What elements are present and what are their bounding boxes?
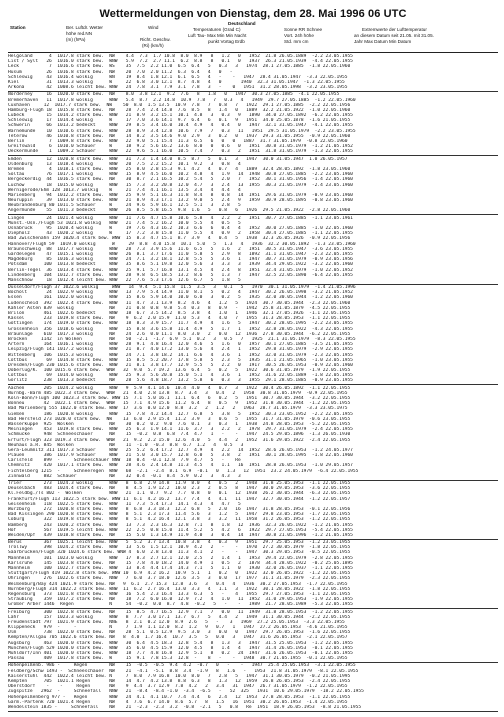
- table-row: Kassel 233 1019.8 stark bew. NW 9 6.2 2.0 15.9 11.0 5.3 4 4.0 7 1955 31.3 28.05.1953 -1.1 22.05.1955: [8, 316, 351, 322]
- table-row: Neuruppin 39 1013.0 stark bew. WNW 21 8.9 4.3 17.1 13.2 9.0 5 2.4 9 1959 30.9 28.05.1895 -0.8 23.05.1960: [8, 198, 353, 204]
- table-row: Bad Kissingen 290 1020.8 stark bew. WNW 8 5.1 2.3 17.3 11.4 5.6 3 1.2 5 1947 29.8 23.05.1953 -1.7 22.05.1955: [8, 512, 351, 518]
- table-row: Berus 367 1025.1 leicht bew. NNW 5 5.2 3.7 13.4 10.8 3.8 4 0.3 9 1951 29.7 25.05.1953 -1.2 23.05.1955: [8, 540, 351, 546]
- table-row: Bamberg 243 1020.2 stark bew. WNW 13 7.3 2.3 16.3 12.8 7.1 8 1.8 12 1936 32.3 26.05.1922 -1.2 21.05.1955: [8, 522, 353, 528]
- station-table: [8, 54, 498, 712]
- table-row: Oldenburg 13 1018.4 wolkig WNW 20 7.5 2.2 15.2 10.1 9.2 3 0.8 4: [8, 161, 241, 167]
- table-row: Marienberg 94 1012.2 stark bew. WNW 25 9.9 5.1 16.3 11.8 8.4 8 0.8 14 1951 29.6 31.05.1979 -0.9 23.05.1960: [8, 192, 353, 198]
- table-row: Cuxhaven 12 1017.7 stark bew. NW 50 8.0 1.5 13.5 10.9 7.8 7 0.8 7 1922 29.1 27.05.1885 -2.2 22.05.1956: [8, 102, 351, 108]
- table-header: [8, 23, 498, 53]
- station-group: [8, 216, 498, 285]
- table-row: Schmücke 948 Schneeschauer NW 15 -0.2 0.8 6.8 7.4 4.7 1 - - 1947 24.5 29.05.1896 -1.3 26.05.1930: [8, 432, 351, 438]
- header-temp: Temperaturen (Grad C): [193, 27, 241, 32]
- table-row: Gardelegen 47 1015.1 wolkig WNW 26 8.1 3.7 17.6 11.0 5.8 5 2.9 8 1892 31.1 31.05.1947 -2.3 22.05.1955: [8, 251, 353, 257]
- table-row: Passau 409 1017.8 stark bew. W 15 9.1 7.8 15.3 12.8 - 8 - - 1948 30.7 21.05.1955 -0.1 22.05.1955: [8, 656, 348, 662]
- table-row: Öhringen 276 1022.6 stark bew. NNW 7 6.0 3.7 18.0 12.6 3.5 3 0.0 17 1977 31.1 31.05.1979 -2.3 22.05.1955: [8, 576, 351, 582]
- table-row: Kiel 31 1013.3 wolkig W 22 6.8 3.0 12.1 8.7 4.8 4 0 1940 32.3 31.05.1947 -1.3 22.05.1955: [8, 79, 345, 85]
- header-sonne-sub: Vort. 24h höhe: [284, 33, 314, 38]
- table-row: Saarbrücken/Flugh 320 1024.6 stark bew. WNW 4 6.0 2.8 13.0 11.3 4.1 2 - - 1947 30.3 29.05.1953 -0.5 22.05.1955: [8, 550, 351, 556]
- table-row: Stuttgart/Flugh 419 1022.8 stark bew. WNW 10 6.9 4.2 16.2 10.9 5.1 1 0.2 0 1922 32.0 26.05.1922 -1.2 22.05.1955: [8, 571, 351, 577]
- table-row: Arkona 42 1008.6 leicht bew. WNW 24 7.8 3.1 7.9 3.1 7.8 3 - 0 1951 31.2 28.05.1998 -3.2 23.05.1955: [8, 85, 348, 91]
- table-row: Hannover/Flugh 59 1019.0 wolkig W 29 8.8 4.0 15.8 10.1 5.0 5 1.3 4 1936 32.2 30.05.1892 -1.3 23.05.1960: [8, 241, 356, 247]
- table-row: Großer Arber 1446 Regen N 54 -0.2 0.0 8.7 4.8 -0.2 5 - - 1989 21.7 28.05.1989 -5.3 22.05.1955: [8, 602, 353, 608]
- table-row: Emden 12 1020.8 stark bew. WNW 31 7.3 1.4 14.0 8.5 8.7 5 0.1 3 1947 30.0 31.05.1947 1.0 26.05.1957: [8, 156, 348, 162]
- table-row: Bad Hersfeld 273 1020.0 stark bew. NW 13 6.0 2.9 15.4 11.2 3.9 3 0.6 5 1955 31.7 31.05.1979 -0.6 23.05.1955: [8, 416, 351, 422]
- table-row: Braunschweig 88 1017.7 wolkig WNW 28 7.3 3.9 15.6 11.6 6.5 5 1.6 2 1951 30.5 31.05.1947 -3.6 23.05.1955: [8, 246, 353, 252]
- table-row: Freudenstadt 797 1021.9 stark bew. NNE 8 2.1 0.2 12.0 8.9 2.6 5 - 3 1969 27.2 25.05.1953 -3.3 22.05.1955: [8, 619, 345, 625]
- table-row: Mannheim 100 1022.7 stark bew. WNW 13 8.4 4.4 17.4 14.3 7.1 5 1.1 0 1930 32.0 26.05.1937 -1.1 22.05.1955: [8, 566, 353, 571]
- table-row: Lindenberg 104 1012.7 stark bew. WNW 28 9.8 6.5 18.5 13.2 8.6 5 1.3 7 1947 32.5 22.05.1890 -6.4 22.05.1955: [8, 272, 353, 278]
- table-row: Ueckermünde 1 1009.2 Schauer WNW 22 9.6 5.1 16.0 10.5 7.4 7 0.3 2 1951 31.8 31.05.1979 -1.3 22.05.1955: [8, 149, 353, 155]
- table-row: Leipzig/Flugh 141 1017.2 wolkig WNW 21 8.7 4.0 17.2 13.0 5.6 4 2.4 1 1952 29.8 31.05.1979 -2.9 22.05.1955: [8, 347, 353, 353]
- table-row: Braunlage 610 1017.3 wolkig NW 24 2.6 0.0 11.1 8.0 3.0 2 0.0 12 1936 27.8 30.05.1944 -6.2 22.05.1955: [8, 331, 351, 337]
- table-row: Oberstdorf - - Regen NW 9 4.4 3.7 12.9 7.8 4.2 2 3.4 31 1947 26.7 31.05.1979 -1.2 22.05.1955: [8, 684, 348, 690]
- table-row: Soltau 76 1017.1 wolkig WNW 15 8.9 4.5 16.0 10.2 4.8 4 1.9 14 1948 30.8 27.05.1885 -2.2 23.05.1960: [8, 172, 353, 178]
- table-row: Teterow 46 1010.8 stark bew. NW 14 8.2 3.5 14.6 9.0 2.9 3 0.2 0 1937 29.3 31.05.1955 -0.9 22.05.1960: [8, 133, 351, 139]
- table-row: Lüchow 18 1015.0 wolkig WNW 15 7.3 3.2 20.8 12.0 4.7 3 2.4 13 1955 30.3 21.05.1979 -2.4 23.05.1960: [8, 182, 353, 188]
- table-row: Trier 273 1024.3 wolkig WNW 8 6.8 2.9 14.8 11.9 8.0 4 0.5 2 1948 31.8 25.05.1953 -1.1 22.05.1955: [8, 481, 351, 486]
- table-row: Weißenburg/Bay 424 1021.9 stark bew. NW 9 6.1 2.7 15.3 12.8 3.6 3 0.4 4 1936 30.2 27.05.1953 -1.7 22.05.1955: [8, 581, 348, 587]
- station-group: [8, 386, 498, 481]
- table-row: Cottbus 69 1014.0 wolkig WNW 25 9.3 5.6 20.8 15.0 5.1 4 3.6 1 1952 31.6 22.05.1889 -1.8 22.05.1955: [8, 373, 353, 379]
- table-row: Kaiserstuhl 442 1022.4 leicht bew. N 7 8.0 7.9 16.8 10.0 8.0 7 2.8 5 1947 31.1 30.05.1979 -0.2 21.05.1995: [8, 673, 351, 679]
- table-row: Lüdenscheid 392 1022.4 stark bew. WNW 11 4.7 3.1 13.9 8.2 4.6 4 1.2 5 1924 30.7 30.05.1944 -2.3 22.05.1960: [8, 300, 351, 306]
- table-row: Schleswig 43 1016.4 wolkig WN 19 8.4 1.8 12.1 6.1 6.5 4 - - 1947 28.4 31.05.1947 -3.3 22.05.1955: [8, 74, 348, 80]
- table-row: Feldberg/Schw 1493 - Schneeschauer NW 21 -4.1 -5.1 8.8 3.4 -1.9 8 1.6 - 1953 21.8 31.05.1979 -8.1 22.05.1955: [8, 668, 359, 674]
- table-row: Fichtelberg 1215 - Schneeregen WNW 68 -2.1 -2.4 8.1 6.9 -0.1 0 1.3 12 1951 23.2 24.05.1979 -6.4 22.05.1955: [8, 468, 359, 474]
- table-row: Neubrandenburg 80 1011.5 Schauer W 24 9.6 5.9 16.1 12.5 5.1 3 2.8 5: [8, 203, 241, 209]
- table-row: Augsburg 463 1020.0 stark bew. WNW 30 6.4 4.5 18.3 12.8 5.4 8 1.3 3 1947 31.5 25.05.1953 -1.2 22.05.1955: [8, 640, 353, 646]
- station-group: [8, 663, 498, 711]
- header-sonne-sub2: Std. mm cm: [284, 39, 309, 44]
- table-row: Manschnow 18 1012.4 leicht bew. WNW 22 7.6 5.3 17.6 12.6 6.7 5 1.8 5: [8, 277, 241, 283]
- table-row: Grossenhein 356 1018.6 wolkig WNW 15 8.8 3.6 15.8 11.4 4.9 5 1.7 1 1952 32.8 28.05.1922 -4.3 22.05.1955: [8, 326, 353, 332]
- header-sonne: Sonne RR Schnee: [284, 27, 323, 32]
- table-row: Zinnwald 882 Schauer NW 32 0.4 -0.1 8.4 5.9 0.2 3 4.3 3: [8, 473, 241, 479]
- table-row: Lübeck 15 1014.2 stark bew. WNW 21 8.9 3.2 15.1 10.1 4.8 3 0.3 9 1890 34.0 27.05.1892 -6.2 22.05.1955: [8, 113, 353, 119]
- table-row: Geisenheim 118 1022.5 stark bew. WNW 11 7.3 5.4 17.3 14.1 4.3 4 4.7 5: [8, 501, 241, 507]
- table-row: Hof 567 1019.5 leicht bew. WNW 22 2.5 0.8 15.0 11.4 5.2 5 4.2 6 1922 29.7 27.05.1953 -5.4 22.05.1955: [8, 527, 353, 533]
- header-height: höhe red.NN: [66, 31, 93, 36]
- table-row: Garm.-Partenk 720 1021.4 Regen NW 4 7.6 6.7 14.0 8.6 5.7 8 1.5 16 1951 30.2 26.05.1953 -1.4 22.05.1955: [8, 699, 348, 705]
- table-row: Zugspitze 2962 - Schneefall NNW 21 -8.4 -8.4 -1.0 -3.4 -6.5 - 52 325 1931 10.6 29.05.1979 -18.2 22.05.1955: [8, 689, 364, 695]
- table-row: Greifswald 6 1010.0 Schauer W 18 9.2 5.6 16.2 13.6 8.0 0 0.6 0 1951 30.8 31.05.1979 -1.2 21.05.1952: [8, 144, 353, 150]
- table-row: Münst.-Osn./Flugh 53 1021.8 wolkig WNW 21 7.4 5.2 16.2 10.0 5.5 4 0.5 5: [8, 220, 241, 226]
- table-row: Bonneu 42 1022.1 stark bew. WNW 15 7.1 4.9 15.6 11.2 6.4 8 0.5 9 1952 31.8 30.05.1944 -1.2 22.05.1955: [8, 401, 351, 407]
- table-row: Meiningen 453 1019.8 stark bew. WNW 25 6.3 1.9 14.1 11.6 3.7 3 2.2 2 1978 29.7 31.05.1979 -2.4 22.05.1955: [8, 427, 353, 433]
- table-row: Weiden/Opf 439 1018.8 stark bew. NW 15 5.0 1.3 14.9 11.9 4.0 3 0.4 14 1947 30.8 21.05.1996 -1.2 21.05.1955: [8, 532, 353, 538]
- station-group: [8, 481, 498, 540]
- table-row: Angermünde 55 1011.3 bedeckt WNW 26 8.5 5.8 16.5 9.8 1.6 5 0.8 6 1926 29.5 21.05.1922 -2.8 22.05.1960: [8, 208, 351, 214]
- table-row: Magdeburg 85 1016.3 wolkig WNW 24 7.1 3.2 18.1 12.8 5.5 5 3.6 1 1947 30.7 31.05.1979 -0.9 23.05.1956: [8, 257, 353, 263]
- header-extremes: Extremwerte der Lufttemperatur: [362, 27, 427, 32]
- table-row: Lahr 157 1023.3 wolkig WNW 8 7.7 3.0 17.1 13.7 6.7 5 4.4 2 1949 31.1 30.05.1944 -2.2 22.05.1955: [8, 614, 351, 620]
- station-group: [8, 54, 498, 92]
- table-row: Kempten 705 1021.1 Regen NW 14 4.7 4.2 13.8 8.8 6.3 8 1.3 12 1959 26.8 26.05.1953 -2.4 22.05.1955: [8, 678, 351, 684]
- table-row: Schwerin 66 1013.2 bedeckt WNW 29 8.5 3.4 16.0 10.4 4.9 4 0.4 0 1947 32.1 31.05.1947 -4.1 22.05.1955: [8, 123, 353, 129]
- header-extremes-sub2: Jahr Max Datum Min Datum: [354, 39, 412, 44]
- table-row: Düsseldorf/Flugh 37 1022.6 wolkig WNW 14 9.4 5.1 15.8 11.5 3.5 3 0.1 5 1970 30.1 31.05.1979 -1.4 21.05.1996: [8, 285, 356, 291]
- table-row: Wittenberg 106 1015.3 wolkig WNW 24 7.1 3.8 18.2 14.1 6.6 4 3.6 1 1952 32.0 31.05.1979 -2.3 22.05.1955: [8, 352, 353, 358]
- table-row: Freiburg 300 1022.8 stark bew. NW 15 8.5 4.7 16.5 12.9 7.1 7 0.0 11 1949 31.8 28.05.1953 -1.2 22.05.1955: [8, 609, 353, 615]
- table-row: Brocken 1142 in Wolken NW 50 -2.1 -1.7 6.9 5.1 0.2 3 0.5 7 1925 21.1 31.05.1979 -8.3 22.05.1955: [8, 336, 356, 342]
- table-row: Husum 26 1016.8 stark bew. NW 20 7.0 2.0 11.2 6.3 6.4 4 0 -: [8, 69, 233, 75]
- table-row: Trollwy 398 1024.2 stark bew. WNW 13 5.6 1.5 12.1 10.9 4.2 2 - - 1970 27.2 30.05.1979 -1.8 22.05.1955: [8, 545, 351, 551]
- header-station: Station: [10, 25, 26, 30]
- table-row: Hamburg-Flugh 18 1015.8 stark bew. NW 28 7.4 2.4 14.8 7.6 8.5 8 1.4 0 1889 32.2 21.05.1922 -1.0 22.05.1960: [8, 107, 351, 113]
- table-row: Mühldorf/Inn 401 1020.0 stark bew. WNW 18 7.7 4.8 16.8 12.9 5.1 8 0.2 24 1947 31.6 26.05.1953 -0.1 22.05.1955: [8, 651, 353, 656]
- table-row: Erfurt/Flugh 323 1019.3 stark bew. WNW 21 9.2 2.2 15.0 12.6 4.0 5 4.4 2 1952 31.6 29.05.1922 -2.4 22.05.1955: [8, 437, 351, 443]
- header-units: (m) (hPa): [66, 37, 86, 42]
- table-row: Nürnbg.-Barm 485 1022.3 stark bew. WNW 21 4.0 2.8 13.8 8.7 3.4 3 0.4 2 1958 30.8 31.05.1979 -0.9 22.05.1955: [8, 390, 348, 396]
- table-row: Carlsfeld 899 - Schneeschauer NNW 18 0.4 -0.1 12.8 7.9 4.7 5 - Re: [8, 458, 241, 464]
- table-row: Hohenpeißenberg 977 - Regen WNW 24 4.1 4.1 10.7 7.4 4.4 6 2.4 12 1953 27.8 28.05.1953 -1.1 22.05.1955: [8, 694, 351, 700]
- table-row: Plauen 386 1017.9 Schauer WNW 21 5.0 3.0 15.7 12.8 6.0 5 3.8 2 1951 30.1 28.05.1995 -1.8 22.05.1960: [8, 453, 353, 459]
- table-row: Artern 164 1016.1 wolkig WNW 28 9.1 4.8 16.4 12.0 4.6 5 1.6 0 1957 30.1 27.05.1885 -3.5 21.05.1955: [8, 342, 353, 348]
- table-row: Deuselbach 483 1024.4 stark bew. NW 8 4.5 1.9 12.2 10.0 2.3 2 0.5 8 1947 30.0 29.05.1953 -3.6 22.05.1955: [8, 486, 351, 492]
- table-row: Gießen 186 1020.8 wolkig WNW 15 7.8 4.2 14.4 12.7 6.8 5 3.8 5 1952 30.3 23.05.1952 -2.2 22.05.1955: [8, 411, 353, 417]
- table-row: Wendelstein 1835 - Schneefall NW 21 -2.3 -2.3 3.2 -0.8 -2.1 5 0.8 Re 1951 18.9 26.05.1953 -8.8 21.05.1955: [8, 704, 362, 710]
- table-row: Neuhaus a.R. 845 Wolken NW 11 -1.0 -0.3 8.8 6.7 1.2 4 0.5 3: [8, 442, 244, 448]
- station-group: [8, 157, 498, 216]
- table-row: Warnemünde 10 1010.6 stark bew. WNW 28 8.9 3.4 12.8 10.6 7.9 7 0.3 11 1951 29.5 31.05.1979 -2.2 23.05.1955: [8, 128, 356, 134]
- table-row: Dresden/Flugh 230 1015.6 stark bew. WNW 21 8.1 3.8 17.7 12.9 5.5 5 2.2 0 1917 30.5 26.05.1953 -0.9 22.05.1960: [8, 362, 353, 368]
- table-row: Bad Zwischenahn 159 1020.4 stark bew. WNW 15 8.3 4.7 15.1 8.7 3.9 4 0.4 5 1938 32.3 26.05.1926 -0.9 22.05.1956: [8, 236, 351, 242]
- header-deutschland: Deutschland: [228, 21, 256, 26]
- header-temp-sub2: punkt Vortag Erdb: [208, 39, 245, 44]
- table-row: Osnabrück 95 1020.4 wolkig W 19 7.6 4.3 16.2 10.3 6.6 6 0.4 4 1952 30.0 27.05.1885 -1.0 22.05.1960: [8, 226, 353, 231]
- station-group: [8, 610, 498, 663]
- table-row: Kahler Asten 839 wolkig NW 21 0.8 0.8 9.8 5.4 0.3 8 0.9 - 1942 25.8 31.05.1879 -4.5 22.05.1955: [8, 305, 351, 311]
- table-row: Bergeckerdig 44 1016.5 stark bew. NW 30 8.7 2.1 16.5 10.2 5.4 5 2.0 7 1952 30.1 31.05.1956 -1.4 22.05.1960: [8, 177, 353, 183]
- table-row: Kl.Feldbg./Ts 802 - Wolken WNW 21 1.1 0.7 9.2 7.7 0.8 0 0.1 12 1938 26.2 30.05.1944 -6.3 22.05.1955: [8, 491, 351, 497]
- table-row: Bocholt 24 1022.9 wolkig WNW 13 7.9 5.4 14.9 11.0 8.1 5 0.2 4 1947 30.2 26.05.1998 -3.2 21.05.1952: [8, 290, 353, 296]
- table-row: List / Sylt 26 1016.0 stark bew. WNW 5.9 7.2 2.7 11.1 6.2 8.8 8 0.1 0 1937 26.3 21.05.1939 -4.4 22.05.1955: [8, 59, 353, 65]
- table-row: Brilon 461 1022.6 bedeckt WNW 18 6.7 3.5 14.2 8.5 3.8 4 1.0 1 1946 32.1 27.05.1926 -1.1 22.05.1955: [8, 311, 351, 316]
- table-row: Essen 161 1022.0 wolkig WNW 15 8.6 5.9 14.0 10.0 6.0 3 0.2 5 1935 32.0 30.05.1944 -1.2 22.05.1960: [8, 295, 353, 301]
- table-row: Cottbus 69 1014.8 stark bew. WNW 15 8.5 5.2 20.7 17.8 5.8 5 2.3 5 1935 31.1 21.05.1965 -1.0 23.05.1955: [8, 357, 353, 363]
- table-row: Bremen 4 1018.1 stark bew. WNW 25 8.0 2.8 15.3 9.1 4.2 4 0.7 4 1889 32.4 28.05.1892 -1.8 23.05.1960: [8, 166, 351, 172]
- table-row: Kempten/Allgäu 705 1022.6 stark bew. NW 8 4.0 1.7 16.4 10.7 3.5 5 0.0 3 1947 31.6 26.05.1953 -2.1 22.05.1957: [8, 635, 348, 641]
- station-group: [8, 92, 498, 156]
- table-row: Schleswig 17 1014.4 wolkig W 17 7.0 3.6 14.1 9.7 6.4 6 0.1 9 1951 34.0 25.05.1878 -1.6 21.05.1955: [8, 118, 351, 124]
- table-row: Klippeneck 979 - - N 7 1.9 1.1 12.0 8.2 1.2 9 0.7 1 1947 27.2 26.05.1953 -4.6 21.05.1955: [8, 625, 348, 631]
- table-row: Köln-Bonn/Flugh 100 1023.3 stark bew. WNW 15 7.1 5.0 16.1 11.1 6.4 6 0.2 5 1951 30.7 30.05.1944 -3.2 22.05.1955: [8, 396, 351, 401]
- table-row: Doberlug/K. 100 1015.6 stark bew. WNW 32 9.0 5.7 19.2 13.6 6.4 5 0.2 5 1922 30.6 31.05.1979 -1.9 22.05.1955: [8, 368, 351, 374]
- table-row: Regensburg 373 1021.8 stark bew. WNW 16 5.4 2.3 16.4 13.3 6.3 5 - 4 1955 29.7 27.05.1953 -1.1 22.05.1955: [8, 591, 351, 597]
- table-row: Berlin 7 1009.8 stark bew. WNW 22 9.0 5.1 15.4 11.3 6.5 6 0 0 1887 31.7 31.05.1979 -0.8 22.05.1960: [8, 139, 348, 144]
- table-row: Helgoland 4 1017.8 stark bew. NW 4.4 7.3 1.7 10.8 8.0 8.9 8 1.2 0 1952 21.8 26.05.1889 -2.2 23.05.1955: [8, 54, 353, 59]
- page-title: Wettermeldungen von Dienstag, dem 28. Mai 1996 06 UTC: [99, 8, 407, 20]
- table-row: Norderney 16 1020.0 stark bew. NW 8.0 3.8 12.1 9.2 7.6 8 1.8 0 1947 30.3 27.05.1885 -4.1 22.05.1955: [8, 92, 340, 98]
- table-row: Coburg 322 1019.8 stark bew. WNW 8 5.1 4.2 16.4 12.1 3.8 3 3.2 11 1958 31.2 26.05.1953 -1.2 22.05.1955: [8, 517, 351, 523]
- table-row: Straubing 359 1017.2 stark bew. NW 18 7.2 6.0 16.0 12.9 7.2 4 1.0 11 1952 31.0 29.05.1953 -1.9 22.05.1955: [8, 597, 353, 603]
- table-row: Potsdam 100 1013.8 bedeckt WNW 35 8.6 5.1 19.8 12.0 5.6 3 3.3 3 1939 34.4 29.05.1922 -3.2 22.05.1960: [8, 262, 353, 268]
- table-row: Wasserkuppe 925 Wolken NW 30 0.2 0.2 9.0 7.6 0.1 3 0.3 1 1938 24.8 28.05.1953 -5.2 22.05.1955: [8, 421, 351, 427]
- table-row: Diepholz 43 1020.2 wolkig W 17 7.2 3.8 15.8 11.0 5.5 4 0.9 2 1958 30.4 27.05.1885 -1.1 22.05.1955: [8, 231, 353, 237]
- table-row: Bad Marienberg 555 1022.0 stark bew. WNW 17 3.6 0.0 12.0 8.8 3.2 2 1.2 2 1963 28.7 31.05.1979 -3.3 23.05.1975: [8, 406, 348, 412]
- table-row: Görlitz 238 1013.3 bedeckt NW 28 5.6 4.8 18.7 13.2 5.8 6 0.3 3 1955 29.1 28.05.1885 -0.9 23.05.1955: [8, 378, 353, 384]
- table-row: Mannheim 101 1023.0 wolkig WNW 17 8.3 2.7 12.1 12.0 2.5 2 1.4 1 1953 29.4 22.05.1979 -2.8 22.05.1955: [8, 555, 353, 561]
- table-row: Bremerhaven 11 1017.8 wolkig WNW 5.4 8.7 2.2 14.8 10.9 7.8 7 0.3 4 1949 29.7 27.05.1885 -1.2 22.05.1960: [8, 97, 356, 103]
- header-wind-units2: (Ri) (km/h): [142, 43, 164, 48]
- station-group: [8, 540, 498, 609]
- station-group: [8, 285, 498, 385]
- table-row: Gera-Leumnitz 311 1017.3 Schauer WNW 25 5.2 6.4 17.2 12.7 4.9 4 2.2 14 1952 28.6 26.05.1953 -1.2 24.05.1977: [8, 447, 353, 453]
- header-wind: Wind: [148, 25, 159, 30]
- table-row: Frankfurt/Flugh 113 1022.5 stark bew. WNW 11 6.1 4.2 16.2 13.7 7.4 4 4.1 11 1947 32.7 30.05.1944 -1.2 22.05.1957: [8, 496, 351, 502]
- table-row: Aachen 205 1024.2 wolkig WNW 9 5.9 4.1 14.6 10.4 4.0 4 0.7 3 1922 30.4 26.05.1892 -1.1 22.05.1955: [8, 385, 351, 391]
- table-row: Lingen 24 1021.4 wolkig WNW 11 7.6 4.7 15.8 10.6 5.8 4 2.2 2 1951 30.7 27.05.1885 -1.1 23.05.1961: [8, 215, 353, 221]
- table-row: München/Flugh 529 1020.0 stark bew. WNW 35 6.0 4.5 15.9 12.0 4.5 8 1.4 4 1947 31.4 26.05.1953 -0.1 22.05.1955: [8, 645, 353, 651]
- header-pressure: Ber. Luftdr. Wetter: [66, 25, 103, 30]
- table-row: Würzburg 272 1020.8 stark bew. WNW 8 6.8 3.3 18.3 12.2 6.8 5 2.0 16 1947 31.8 28.05.1953 -0.1 22.05.1956: [8, 506, 351, 512]
- table-row: Leck 7 1016.6 stark bew. WS 35 7.5 2.2 11.0 6.5 6.4 5 0.3 3 1974 28.1 27.05.1885 -1.8 22.05.1960: [8, 64, 351, 70]
- header-extremes-sub: an diesem Datum seit 21.05. mit 31.05.: [354, 33, 434, 38]
- table-row: Ulm 738 1022.0 stark bew. NW 28 5.1 0.5 12.9 9.5 3.0 3 0.0 0 1947 29.7 26.05.1953 -1.6 22.05.1955: [8, 630, 351, 636]
- table-row: Wernigerode/Ehm 128 1013.7 wolkig W 21 7.4 4.1 16.1 13.5 3.4 4 4.4 4: [8, 187, 241, 193]
- table-row: Karlsruhe 145 1023.8 stark bew. NW 15 7.8 4.0 18.2 14.0 4.9 1 0.5 2 1878 34.4 28.05.1922 -0.2 25.05.1895: [8, 560, 353, 566]
- table-row: Nürnberg/Flugh 314 1022.2 stark bew. WNW 11 6.2 2.7 16.4 13.0 3.3 4 1.1 3 1922 30.1 28.05.1922 -1.8 22.05.1955: [8, 586, 351, 592]
- table-row: Chemnitz 420 1017.1 stark bew. WNW 28 4.6 2.4 14.8 11.3 4.5 4 1.1 16 1951 28.8 26.05.1953 -1.0 29.05.1957: [8, 463, 353, 469]
- header-wind-units: Richt. Geschw.: [140, 37, 171, 42]
- table-row: Berlin-Tegel 36 1013.4 stark bew. WNW 25 9.1 5.7 16.8 13.1 4.5 4 2.4 8 1951 32.4 31.05.1979 -1.0 22.05.1952: [8, 267, 353, 273]
- table-row: Göttingen 174 1019.0 stark bew. WNW 18 8.3 3.9 15.7 11.7 4.9 4 1.6 5 1947 30.2 28.05.1995 -2.2 23.05.1955: [8, 321, 353, 327]
- header-temp-sub: Luft Tau- Max Min Min Nacht: [188, 33, 247, 38]
- table-row: Hohenpeißenb. 986 - Regen NW 15 -0.5 -0.5 9.4 4.2 -0.7 0 - - 1947 25.4 25.05.1953 -3.1 22.05.1955: [8, 663, 356, 669]
